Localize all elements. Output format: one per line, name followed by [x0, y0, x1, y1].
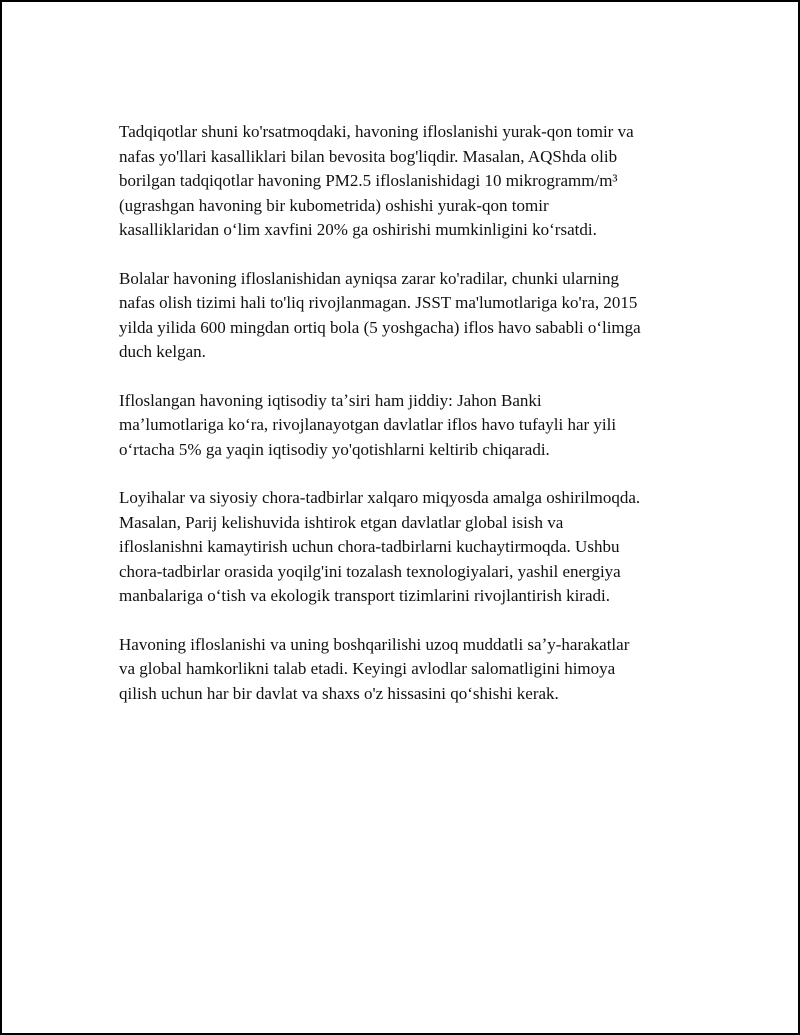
paragraph-health-effects: Tadqiqotlar shuni ko'rsatmoqdaki, havoning ifloslanishi yurak-qon tomir va nafas yo'llari kasalliklari bilan bevosita bog'liqdir. Masalan, AQShda olib borilgan tadqiqotlar havoning PM2.5 ifloslanishidagi 10 mikrogramm/m³ (ugrashgan havoning bir kubometrida) oshishi yurak-qon tomir kasalliklaridan oʻlim xavfini 20% ga oshirishi mumkinligini koʻrsatdi.	[119, 122, 634, 239]
document-body	[119, 120, 694, 730]
paragraph-economic-impact: Ifloslangan havoning iqtisodiy taʼsiri ham jiddiy: Jahon Banki maʼlumotlariga koʻra, rivojlanayotgan davlatlar iflos havo tufayli har yili oʻrtacha 5% ga yaqin iqtisodiy yo'qotishlarni keltirib chiqaradi.	[119, 390, 617, 459]
paragraph-conclusion: Havoning ifloslanishi va uning boshqarilishi uzoq muddatli saʼy-harakatlar va global hamkorlikni talab etadi. Keyingi avlodlar salomatligini himoya qilish uchun har bir davlat va shaxs o'z hissasini qoʻshishi kerak.	[119, 634, 630, 703]
paragraph-policy-measures: Loyihalar va siyosiy chora-tadbirlar xalqaro miqyosda amalga oshirilmoqda. Masalan, Parij kelishuvida ishtirok etgan davlatlar global isish va ifloslanishni kamaytirish uchun chora-tadbirlarni kuchaytirmoqda. Ushbu chora-tadbirlar orasida yoqilg'ini tozalash texnologiyalari, yashil energiya manbalariga oʻtish va ekologik transport tizimlarini rivojlantirish kiradi.	[119, 488, 641, 605]
paragraph-children: Bolalar havoning ifloslanishidan ayniqsa zarar ko'radilar, chunki ularning nafas olish tizimi hali to'liq rivojlanmagan. JSST ma'lumotlariga ko'ra, 2015 yilda yilida 600 mingdan ortiq bola (5 yoshgacha) iflos havo sababli oʻlimga duch kelgan.	[119, 268, 641, 361]
